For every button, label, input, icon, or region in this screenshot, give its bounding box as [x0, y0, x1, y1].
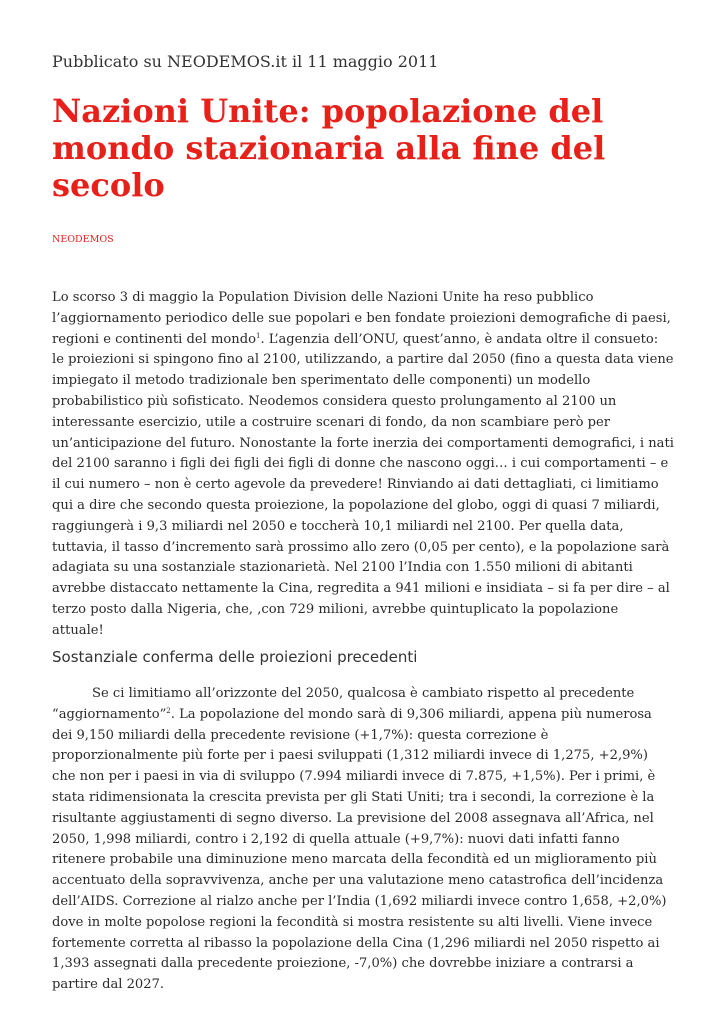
article-title: Nazioni Unite: popolazione del mondo stazionaria alla fine del secolo [52, 92, 606, 204]
paragraph-intro-text-b: . L’agenzia dell’ONU, quest’anno, è andata oltre il consueto: le proiezioni si spingono fino al 2100, utilizzando, a partire dal 2050 (fino a questa data viene impiegato il metodo tradizionale ben sperimentato delle componenti) un modello probabilistico più sofisticato. Neodemos considera questo prolungamento al 2100 un interessante esercizio, utile a costruire scenari di fondo, da non scambiare però per un’anticipazione del futuro. Nonostante la forte inerzia dei comportamenti demografici, i nati del 2100 saranno i figli dei figli dei figli di donne che nascono oggi… i cui comportamenti – e il cui numero – non è certo agevole da prevedere! Rinviando ai dati dettagliati, ci limitiamo qui a dire che secondo questa proiezione, la popolazione del globo, oggi di quasi 7 miliardi, raggiungerà i 9,3 miliardi nel 2050 e toccherà 10,1 miliardi nel 2100. Per quella data, tuttavia, il tasso d’incremento sarà prossimo allo zero (0,05 per cento), e la popolazione sarà adagiata su una sostanziale stazionarietà. Nel 2100 l’India con 1.550 milioni di abitanti avrebbe distaccato nettamente la Cina, regredita a 941 milioni e insidiata – si fa per dire – al terzo posto dalla Nigeria, che, ,con 729 milioni, avrebbe quintuplicato la popolazione attuale! [52, 331, 674, 638]
paragraph-intro-text-a: Lo scorso 3 di maggio la Population Division delle Nazioni Unite ha reso pubblico l’aggiornamento periodico delle sue popolari e ben fondate proiezioni demografiche di paesi, regioni e continenti del mondo [52, 290, 671, 347]
author-link[interactable]: NEODEMOS [52, 234, 114, 245]
paragraph-section-text-b: . La popolazione del mondo sarà di 9,306 miliardi, appena più numerosa dei 9,150 miliardi della precedente revisione (+1,7%): questa correzione è proporzionalmente più forte per i paesi sviluppati (1,312 miliardi invece di 1,275, +2,9%) che non per i paesi in via di sviluppo (7.994 miliardi invece di 7.875, +1,5%). Per i primi, è stata ridimensionata la crescita prevista per gli Stati Uniti; tra i secondi, la correzione è la risultante aggiustamenti di segno diverso. La previsione del 2008 assegnava all’Africa, nel 2050, 1,998 miliardi, contro i 2,192 di quella attuale (+9,7%): nuovi dati infatti fanno ritenere probabile una diminuzione meno marcata della fecondità ed un miglioramento più accentuato della sopravvivenza, anche per una valutazione meno catastrofica dell’incidenza dell’AIDS. Correzione al rialzo anche per l’India (1,692 miliardi invece contro 1,658, +2,0%) dove in molte popolose regioni la fecondità si mostra resistente su alti livelli. Viene invece fortemente corretta al ribasso la popolazione della Cina (1,296 miliardi nel 2050 rispetto ai 1,393 assegnati dalla precedente proiezione, -7,0%) che dovrebbe iniziare a contrarsi a partire dal 2027. [52, 706, 667, 993]
paragraph-section-text-a: Se ci limitiamo all’orizzonte del 2050, qualcosa è cambiato rispetto al precedente “aggiornamento” [52, 686, 635, 722]
footnote-ref-2[interactable]: 2 [166, 706, 171, 715]
publication-line: Pubblicato su NEODEMOS.it il 11 maggio 2011 [52, 52, 439, 71]
footnote-ref-1[interactable]: 1 [255, 331, 261, 340]
paragraph-intro [52, 288, 674, 642]
section-heading: Sostanziale conferma delle proiezioni precedenti [52, 648, 418, 666]
paragraph-section [52, 684, 674, 996]
